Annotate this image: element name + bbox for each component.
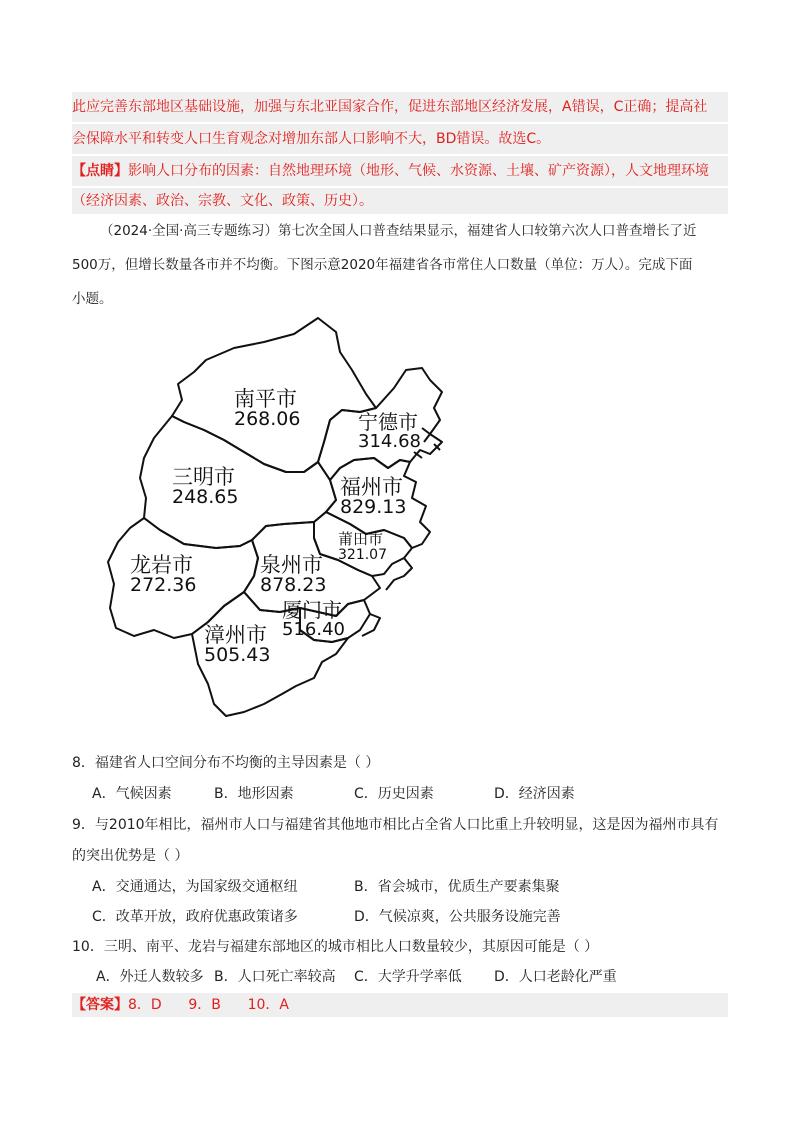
city-value: 248.65 [172, 486, 239, 509]
city-name: 龙岩市 [130, 553, 193, 577]
q8-option-b[interactable]: B．地形因素 [214, 786, 294, 802]
explanation-block [72, 92, 728, 122]
question-intro [72, 214, 732, 248]
q9-option-a[interactable]: A．交通通达，为国家级交通枢纽 [92, 879, 298, 895]
city-value: 829.13 [340, 496, 407, 519]
explanation-line-1: 此应完善东部地区基础设施，加强与东北亚国家合作，促进东部地区经济发展，A错误，C正确；提高社 [72, 99, 708, 115]
explanation-block-2 [72, 124, 728, 154]
point-text-1: 影响人口分布的因素：自然地理环境（地形、气候、水资源、土壤、矿产资源），人文地理环境 [128, 163, 709, 179]
question-9-stem-2: 的突出优势是（ ） [72, 848, 189, 864]
answer-tag: 【答案】 [72, 997, 128, 1013]
question-9-stem: 9．与2010年相比，福州市人口与福建省其他地市相比占全省人口比重上升较明显，这是因为福州市具有 [72, 817, 719, 833]
answer-text: 8．D 9．B 10．A [128, 997, 289, 1013]
city-value: 268.06 [234, 408, 301, 431]
city-name: 南平市 [234, 387, 297, 411]
city-value: 516.40 [282, 619, 345, 640]
intro-line-2: 500万，但增长数量各市并不均衡。下图示意2020年福建省各市常住人口数量（单位：万人）。完成下面 [72, 257, 693, 273]
city-name: 莆田市 [338, 530, 384, 548]
point-block [72, 156, 728, 186]
city-value: 272.36 [130, 574, 197, 597]
city-label-quanzhou [260, 554, 326, 596]
city-label-sanming [172, 466, 238, 508]
q10-option-c[interactable]: C．大学升学率低 [354, 969, 462, 985]
city-label-zhangzhou [204, 624, 270, 666]
point-line-1 [72, 156, 728, 186]
city-name: 福州市 [340, 475, 403, 499]
question-10-stem: 10．三明、南平、龙岩与福建东部地区的城市相比人口数量较少，其原因可能是（ ） [72, 939, 599, 955]
city-label-putian [338, 532, 387, 562]
city-label-longyan [130, 554, 196, 596]
point-tag: 【点睛】 [72, 163, 128, 179]
point-block-2 [72, 188, 728, 214]
q8-option-d[interactable]: D．经济因素 [494, 786, 575, 802]
city-value: 878.23 [260, 574, 327, 597]
q10-option-a[interactable]: A．外迁人数较多 [96, 969, 204, 985]
city-name: 宁德市 [358, 410, 418, 434]
city-name: 泉州市 [260, 553, 323, 577]
fujian-population-map [104, 312, 444, 722]
coast-detail-putian [386, 558, 412, 590]
q9-option-c[interactable]: C．改革开放，政府优惠政策诸多 [92, 909, 298, 925]
q10-option-b[interactable]: B．人口死亡率较高 [214, 969, 336, 985]
explanation-line-2: 会保障水平和转变人口生育观念对增加东部人口影响不大，BD错误。故选C。 [72, 131, 551, 147]
city-name: 三明市 [172, 465, 235, 489]
q9-option-d[interactable]: D．气候凉爽，公共服务设施完善 [354, 909, 561, 925]
point-line-2: （经济因素、政治、宗教、文化、政策、历史）。 [72, 193, 373, 209]
q10-option-d[interactable]: D．人口老龄化严重 [494, 969, 617, 985]
q8-option-a[interactable]: A．气候因素 [92, 786, 172, 802]
answer-bar [72, 993, 728, 1017]
city-value: 505.43 [204, 644, 271, 667]
q9-option-b[interactable]: B．省会城市，优质生产要素集聚 [354, 879, 560, 895]
question-intro-3 [72, 282, 732, 316]
question-8-stem: 8．福建省人口空间分布不均衡的主导因素是（ ） [72, 755, 380, 771]
city-name: 厦门市 [282, 598, 342, 622]
intro-line-1: （2024·全国·高三专题练习）第七次全国人口普查结果显示，福建省人口较第六次人口普查增长了近 [100, 223, 697, 239]
city-value: 321.07 [338, 546, 387, 563]
city-label-xiamen [282, 600, 345, 640]
city-label-nanping [234, 388, 300, 430]
coast-detail-xiamen [362, 614, 380, 636]
city-label-ningde [358, 412, 421, 452]
intro-line-3: 小题。 [72, 291, 113, 307]
city-name: 漳州市 [204, 623, 267, 647]
city-label-fuzhou [340, 476, 406, 518]
q8-option-c[interactable]: C．历史因素 [354, 786, 434, 802]
question-intro-2 [72, 248, 732, 282]
city-value: 314.68 [358, 431, 421, 452]
